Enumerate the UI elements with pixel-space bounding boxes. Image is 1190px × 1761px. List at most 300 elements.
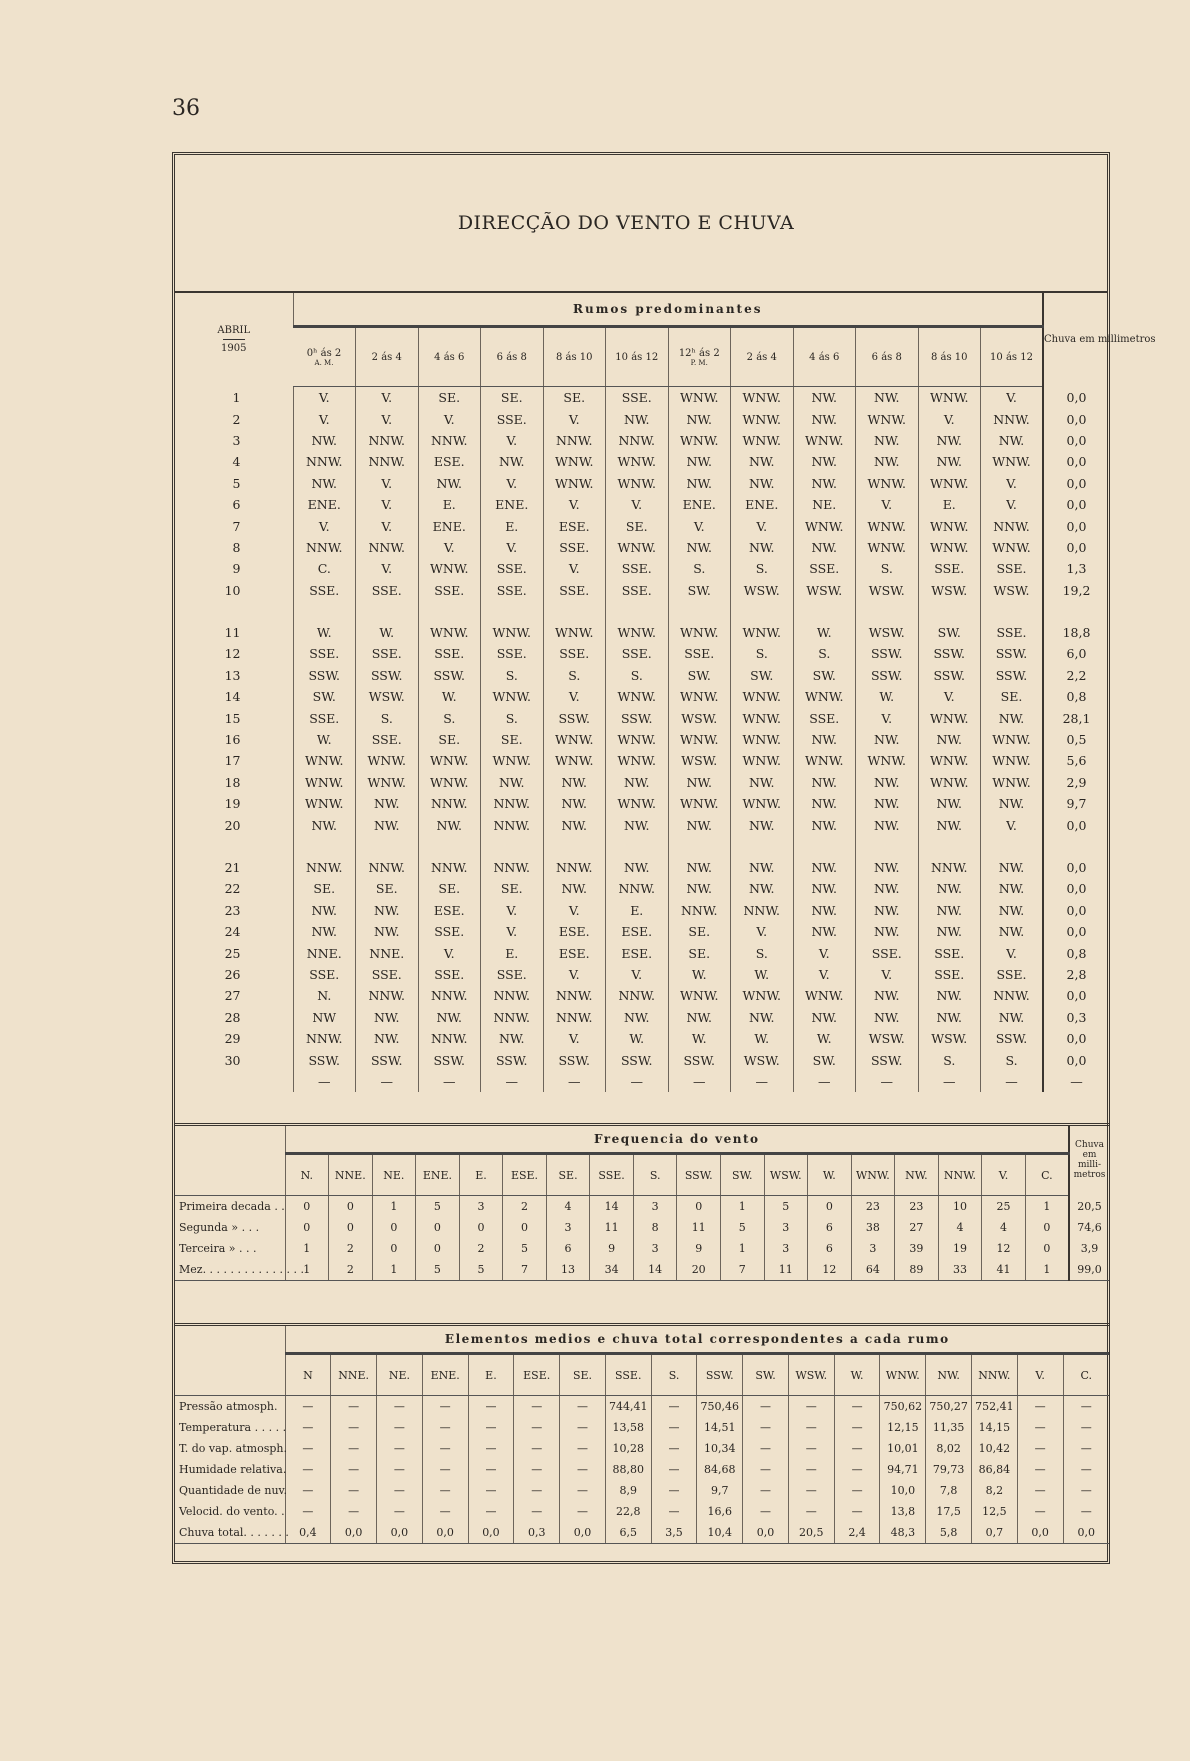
wind-direction-cell: WNW. xyxy=(356,772,419,793)
day-number: 22 xyxy=(224,881,241,897)
day-number: 20 xyxy=(224,817,241,833)
freq-column-header: NE. xyxy=(372,1154,416,1196)
day-row xyxy=(175,900,1109,921)
wind-direction-cell: NW. xyxy=(918,451,981,472)
day-row xyxy=(175,408,1109,429)
rain-cell: 0,0 xyxy=(1043,900,1109,921)
freq-column-header: SW. xyxy=(720,1154,764,1196)
wind-direction-cell: NNW. xyxy=(606,985,669,1006)
wind-direction-cell: NNW. xyxy=(543,430,606,451)
freq-cell: 1 xyxy=(285,1259,329,1281)
wind-direction-cell: NNW. xyxy=(918,857,981,878)
wind-direction-cell: SSE. xyxy=(543,643,606,664)
wind-direction-cell: NNW. xyxy=(356,430,419,451)
wind-direction-cell: ESE. xyxy=(418,451,481,472)
freq-column-header: S. xyxy=(633,1154,677,1196)
day-number: 6 xyxy=(232,497,241,513)
elem-cell: 750,27 xyxy=(926,1396,972,1418)
freq-cell: 4 xyxy=(982,1217,1026,1238)
wind-direction-cell: SW. xyxy=(731,665,794,686)
elem-column-header: C. xyxy=(1063,1354,1109,1396)
wind-direction-cell: SE. xyxy=(293,878,356,899)
wind-direction-cell: SSE. xyxy=(606,387,669,409)
wind-direction-cell: NW. xyxy=(668,772,731,793)
rain-cell: 0,0 xyxy=(1043,451,1109,472)
wind-direction-cell: ESE. xyxy=(606,942,669,963)
wind-direction-cell: SSW. xyxy=(293,1049,356,1070)
freq-cell: 0 xyxy=(285,1217,329,1238)
wind-direction-cell: WNW. xyxy=(418,772,481,793)
elem-cell: 0,4 xyxy=(285,1522,331,1544)
rain-cell: 9,7 xyxy=(1043,793,1109,814)
wind-direction-cell: W. xyxy=(606,1028,669,1049)
wind-direction-cell: WNW. xyxy=(418,622,481,643)
rain-cell: 2,9 xyxy=(1043,772,1109,793)
wind-direction-cell: NNW. xyxy=(481,793,544,814)
dash-cell: — xyxy=(543,1071,606,1092)
wind-direction-cell: V. xyxy=(481,473,544,494)
wind-direction-cell: NNW. xyxy=(293,451,356,472)
wind-direction-cell: WNW. xyxy=(668,985,731,1006)
freq-cell: 0 xyxy=(329,1196,373,1218)
wind-direction-cell: V. xyxy=(856,494,919,515)
freq-cell: 1 xyxy=(372,1196,416,1218)
wind-direction-cell: SSE. xyxy=(668,643,731,664)
wind-direction-cell: ESE. xyxy=(543,515,606,536)
day-row xyxy=(175,494,1109,515)
freq-cell: 0 xyxy=(503,1217,547,1238)
wind-direction-cell: NW. xyxy=(356,1028,419,1049)
wind-direction-cell: W. xyxy=(668,964,731,985)
wind-direction-cell: WNW. xyxy=(731,408,794,429)
rain-cell: 0,0 xyxy=(1043,430,1109,451)
wind-direction-cell: W. xyxy=(731,964,794,985)
wind-direction-cell: NW. xyxy=(293,430,356,451)
wind-direction-cell: S. xyxy=(731,942,794,963)
elem-cell: — xyxy=(834,1480,880,1501)
elem-cell: — xyxy=(1063,1396,1109,1418)
wind-direction-cell: NW. xyxy=(793,387,856,409)
elem-cell: 9,7 xyxy=(697,1480,743,1501)
elem-cell: — xyxy=(788,1459,834,1480)
freq-row-label: Segunda » . . . xyxy=(179,1221,260,1234)
day-row xyxy=(175,643,1109,664)
day-number: 29 xyxy=(224,1031,241,1047)
day-row xyxy=(175,430,1109,451)
wind-direction-cell: S. xyxy=(418,707,481,728)
day-number: 28 xyxy=(224,1009,241,1025)
wind-direction-cell: WNW. xyxy=(918,473,981,494)
wind-direction-cell: WNW. xyxy=(981,537,1044,558)
elem-cell: — xyxy=(514,1438,560,1459)
gap-cell xyxy=(668,836,731,857)
dash-cell: — xyxy=(418,1071,481,1092)
wind-direction-cell: NW. xyxy=(543,814,606,835)
period-label: 12ʰ ás 2 xyxy=(678,347,720,359)
freq-cell: 12 xyxy=(982,1238,1026,1259)
dash-cell: — xyxy=(356,1071,419,1092)
wind-direction-cell: NW. xyxy=(856,387,919,409)
wind-direction-cell: V. xyxy=(606,494,669,515)
wind-direction-cell: NNW. xyxy=(481,985,544,1006)
elem-column-header: NNW. xyxy=(971,1354,1017,1396)
elem-cell: 13,8 xyxy=(880,1501,926,1522)
wind-direction-cell: S. xyxy=(606,665,669,686)
freq-cell: 5 xyxy=(764,1196,808,1218)
freq-cell: 3 xyxy=(633,1238,677,1259)
wind-direction-cell: S. xyxy=(731,643,794,664)
wind-direction-cell: WSW. xyxy=(918,1028,981,1049)
wind-direction-cell: SE. xyxy=(606,515,669,536)
elem-cell: 0,0 xyxy=(1017,1522,1063,1544)
rain-cell: 28,1 xyxy=(1043,707,1109,728)
period-sub: A. M. xyxy=(314,358,334,367)
wind-direction-cell: SE. xyxy=(418,729,481,750)
rain-cell: 0,0 xyxy=(1043,921,1109,942)
elem-row-label: Humidade relativa. xyxy=(179,1463,287,1476)
wind-direction-cell: WNW. xyxy=(981,451,1044,472)
wind-direction-cell: NW. xyxy=(793,451,856,472)
wind-direction-cell: WSW. xyxy=(793,580,856,601)
day-row xyxy=(175,558,1109,579)
wind-direction-cell: SE. xyxy=(481,878,544,899)
elem-column-header: ESE. xyxy=(514,1354,560,1396)
wind-direction-cell: WNW. xyxy=(293,793,356,814)
freq-cell: 39 xyxy=(895,1238,939,1259)
freq-column-header: C. xyxy=(1025,1154,1069,1196)
wind-direction-cell: WNW. xyxy=(606,793,669,814)
day-row xyxy=(175,985,1109,1006)
wind-direction-cell: SSE. xyxy=(293,707,356,728)
elem-cell: — xyxy=(331,1459,377,1480)
wind-direction-cell: NW. xyxy=(731,537,794,558)
elem-column-header: W. xyxy=(834,1354,880,1396)
elem-cell: — xyxy=(377,1396,423,1418)
wind-direction-cell: NW. xyxy=(606,772,669,793)
elem-cell: — xyxy=(788,1417,834,1438)
gap-cell xyxy=(481,836,544,857)
gap-cell xyxy=(1043,601,1109,622)
wind-direction-cell: WNW. xyxy=(793,686,856,707)
elem-cell: 14,15 xyxy=(971,1417,1017,1438)
wind-direction-cell: WNW. xyxy=(793,985,856,1006)
elem-cell: — xyxy=(651,1501,697,1522)
wind-direction-cell: WNW. xyxy=(731,387,794,409)
elem-cell: 48,3 xyxy=(880,1522,926,1544)
wind-direction-cell: WNW. xyxy=(856,515,919,536)
wind-direction-cell: NNW. xyxy=(356,537,419,558)
wind-direction-cell: V. xyxy=(356,408,419,429)
wind-direction-cell: SSW. xyxy=(856,1049,919,1070)
wind-direction-cell: WNW. xyxy=(731,985,794,1006)
gap-cell xyxy=(981,836,1044,857)
gap-cell xyxy=(293,836,356,857)
freq-cell: 0 xyxy=(329,1217,373,1238)
freq-cell: 5 xyxy=(720,1217,764,1238)
freq-cell: 1 xyxy=(285,1238,329,1259)
elem-cell: — xyxy=(285,1396,331,1418)
wind-direction-cell: C. xyxy=(293,558,356,579)
wind-direction-cell: SSE. xyxy=(793,707,856,728)
elem-cell: — xyxy=(468,1417,514,1438)
wind-direction-cell: S. xyxy=(481,707,544,728)
elem-cell: — xyxy=(1017,1417,1063,1438)
wind-direction-cell: NW xyxy=(293,1007,356,1028)
freq-cell: 1 xyxy=(372,1259,416,1281)
wind-direction-cell: V. xyxy=(856,964,919,985)
wind-direction-cell: SSE. xyxy=(481,408,544,429)
wind-direction-cell: NE. xyxy=(793,494,856,515)
period-header xyxy=(981,327,1044,387)
wind-direction-cell: S. xyxy=(543,665,606,686)
elem-cell: 3,5 xyxy=(651,1522,697,1544)
elem-column-header: E. xyxy=(468,1354,514,1396)
freq-cell: 14 xyxy=(633,1259,677,1281)
wind-direction-cell: SSE. xyxy=(293,580,356,601)
wind-direction-cell: WNW. xyxy=(606,473,669,494)
gap-cell xyxy=(543,601,606,622)
elem-cell: 10,34 xyxy=(697,1438,743,1459)
wind-direction-cell: WNW. xyxy=(856,473,919,494)
elem-cell: 0,3 xyxy=(514,1522,560,1544)
elem-cell: 13,58 xyxy=(605,1417,651,1438)
freq-cell: 4 xyxy=(938,1217,982,1238)
gap-cell xyxy=(543,836,606,857)
elem-cell: — xyxy=(514,1501,560,1522)
wind-direction-cell: WNW. xyxy=(731,793,794,814)
gap-cell xyxy=(731,601,794,622)
day-row xyxy=(175,387,1109,409)
wind-direction-cell: N. xyxy=(293,985,356,1006)
period-label: 8 ás 10 xyxy=(555,351,593,363)
wind-direction-cell: SSE. xyxy=(793,558,856,579)
wind-direction-cell: SSE. xyxy=(606,580,669,601)
wind-direction-cell: V. xyxy=(356,473,419,494)
elem-cell: 88,80 xyxy=(605,1459,651,1480)
elem-cell: — xyxy=(285,1480,331,1501)
wind-direction-cell: W. xyxy=(356,622,419,643)
wind-direction-cell: NNW. xyxy=(981,515,1044,536)
gap-cell xyxy=(481,601,544,622)
wind-direction-cell: NNW. xyxy=(543,1007,606,1028)
day-number: 9 xyxy=(232,561,241,577)
wind-direction-cell: WNW. xyxy=(606,622,669,643)
wind-direction-cell: WSW. xyxy=(731,580,794,601)
wind-direction-cell: V. xyxy=(981,494,1044,515)
wind-direction-cell: NNW. xyxy=(356,451,419,472)
elem-cell: — xyxy=(651,1459,697,1480)
wind-direction-cell: SW. xyxy=(918,622,981,643)
rain-cell: 5,6 xyxy=(1043,750,1109,771)
wind-direction-cell: NW. xyxy=(793,408,856,429)
wind-direction-cell: WNW. xyxy=(856,537,919,558)
day-number: 10 xyxy=(224,582,241,598)
day-number: 25 xyxy=(224,945,241,961)
freq-cell: 6 xyxy=(546,1238,590,1259)
freq-cell: 0 xyxy=(808,1196,852,1218)
elem-cell: 17,5 xyxy=(926,1501,972,1522)
freq-cell: 23 xyxy=(851,1196,895,1218)
wind-direction-cell: E. xyxy=(481,942,544,963)
wind-direction-cell: ENE. xyxy=(731,494,794,515)
wind-direction-cell: NW. xyxy=(856,878,919,899)
wind-direction-cell: V. xyxy=(543,408,606,429)
day-row xyxy=(175,580,1109,601)
freq-cell: 27 xyxy=(895,1217,939,1238)
wind-direction-cell: V. xyxy=(856,707,919,728)
freq-cell: 5 xyxy=(416,1259,460,1281)
wind-direction-cell: WNW. xyxy=(918,515,981,536)
wind-direction-cell: SE. xyxy=(481,387,544,409)
elem-cell: 0,7 xyxy=(971,1522,1017,1544)
wind-direction-cell: NW. xyxy=(293,900,356,921)
wind-direction-cell: V. xyxy=(481,537,544,558)
wind-direction-cell: SSE. xyxy=(981,558,1044,579)
wind-direction-cell: V. xyxy=(293,408,356,429)
wind-direction-cell: S. xyxy=(668,558,731,579)
elem-cell: 12,15 xyxy=(880,1417,926,1438)
day-row xyxy=(175,964,1109,985)
elem-cell: — xyxy=(560,1438,606,1459)
elem-cell: 16,6 xyxy=(697,1501,743,1522)
elem-cell: — xyxy=(514,1480,560,1501)
day-number: 8 xyxy=(232,539,241,555)
wind-direction-cell: NW. xyxy=(856,729,919,750)
wind-direction-cell: SSE. xyxy=(543,537,606,558)
wind-direction-cell: NW. xyxy=(293,921,356,942)
wind-direction-cell: NNE. xyxy=(356,942,419,963)
wind-direction-cell: NW. xyxy=(793,473,856,494)
elem-row xyxy=(175,1522,1109,1544)
wind-direction-cell: WNW. xyxy=(543,622,606,643)
wind-direction-cell: WSW. xyxy=(856,1028,919,1049)
gap-cell xyxy=(418,601,481,622)
wind-direction-cell: WSW. xyxy=(981,580,1044,601)
elem-spacer xyxy=(175,1326,285,1354)
wind-direction-cell: V. xyxy=(418,942,481,963)
freq-cell: 2 xyxy=(329,1259,373,1281)
wind-direction-cell: WNW. xyxy=(606,729,669,750)
wind-direction-cell: NW. xyxy=(356,900,419,921)
freq-cell: 5 xyxy=(416,1196,460,1218)
elem-cell: 750,62 xyxy=(880,1396,926,1418)
wind-direction-cell: V. xyxy=(543,900,606,921)
day-number: 18 xyxy=(224,774,241,790)
wind-direction-cell: SE. xyxy=(668,942,731,963)
page-number: 36 xyxy=(172,96,200,121)
freq-cell: 5 xyxy=(503,1238,547,1259)
period-header xyxy=(918,327,981,387)
elem-cell: — xyxy=(422,1459,468,1480)
elem-cell: — xyxy=(743,1480,789,1501)
freq-cell: 0 xyxy=(285,1196,329,1218)
wind-direction-cell: NNW. xyxy=(418,985,481,1006)
dash-cell: — xyxy=(981,1071,1044,1092)
day-row xyxy=(175,537,1109,558)
wind-direction-cell: NW. xyxy=(918,1007,981,1028)
rain-cell: 0,0 xyxy=(1043,515,1109,536)
wind-direction-cell: NNE. xyxy=(293,942,356,963)
wind-direction-cell: SSW. xyxy=(356,1049,419,1070)
elementos-header: Elementos medios e chuva total correspondentes a cada rumo xyxy=(285,1326,1109,1354)
freq-cell: 20 xyxy=(677,1259,721,1281)
wind-direction-cell: SSE. xyxy=(356,643,419,664)
wind-direction-cell: WNW. xyxy=(981,729,1044,750)
wind-direction-cell: NW. xyxy=(918,878,981,899)
wind-direction-cell: W. xyxy=(793,1028,856,1049)
freq-cell: 3 xyxy=(764,1217,808,1238)
wind-direction-cell: WNW. xyxy=(668,729,731,750)
elem-cell: — xyxy=(560,1417,606,1438)
wind-direction-cell: NW. xyxy=(668,537,731,558)
wind-direction-cell: NW. xyxy=(856,814,919,835)
wind-direction-cell: NW. xyxy=(981,878,1044,899)
wind-direction-cell: NW. xyxy=(793,729,856,750)
freq-cell: 12 xyxy=(808,1259,852,1281)
elem-column-header: NW. xyxy=(926,1354,972,1396)
freq-cell: 2 xyxy=(503,1196,547,1218)
gap-cell xyxy=(175,601,293,622)
freq-column-header: E. xyxy=(459,1154,503,1196)
wind-direction-cell: WSW. xyxy=(918,580,981,601)
wind-direction-cell: NW. xyxy=(856,900,919,921)
elem-row-label: Chuva total. . . . . . . xyxy=(175,1522,285,1544)
period-header xyxy=(543,327,606,387)
wind-direction-cell: WNW. xyxy=(918,772,981,793)
wind-direction-cell: WNW. xyxy=(418,558,481,579)
dash-row xyxy=(175,1071,1109,1092)
year-label: 1905 xyxy=(221,343,247,355)
wind-direction-cell: WSW. xyxy=(668,750,731,771)
elem-row-label: T. do vap. atmosph. xyxy=(179,1442,287,1455)
day-row xyxy=(175,707,1109,728)
title-box xyxy=(175,155,1107,293)
wind-direction-cell: NW. xyxy=(668,451,731,472)
wind-direction-cell: SSW. xyxy=(356,665,419,686)
elem-column-header: SW. xyxy=(743,1354,789,1396)
wind-direction-cell: SW. xyxy=(668,665,731,686)
wind-direction-cell: SSE. xyxy=(856,942,919,963)
wind-direction-cell: SSE. xyxy=(981,622,1044,643)
elem-cell: — xyxy=(651,1438,697,1459)
wind-direction-cell: WNW. xyxy=(668,622,731,643)
rain-cell: 19,2 xyxy=(1043,580,1109,601)
period-header xyxy=(293,327,356,387)
wind-direction-cell: NW. xyxy=(731,814,794,835)
elem-cell: 744,41 xyxy=(605,1396,651,1418)
wind-direction-cell: WNW. xyxy=(418,750,481,771)
wind-direction-cell: ENE. xyxy=(668,494,731,515)
rain-cell: 1,3 xyxy=(1043,558,1109,579)
wind-direction-cell: NW. xyxy=(668,1007,731,1028)
dash-cell: — xyxy=(668,1071,731,1092)
wind-direction-cell: NW. xyxy=(293,473,356,494)
wind-direction-cell: SSE. xyxy=(293,643,356,664)
wind-direction-cell: SW. xyxy=(793,665,856,686)
wind-direction-cell: E. xyxy=(606,900,669,921)
day-row xyxy=(175,1049,1109,1070)
wind-direction-cell: NW. xyxy=(856,430,919,451)
day-row xyxy=(175,665,1109,686)
freq-row xyxy=(175,1217,1109,1238)
elem-cell: — xyxy=(1063,1501,1109,1522)
day-row xyxy=(175,857,1109,878)
wind-direction-cell: WNW. xyxy=(481,686,544,707)
freq-column-header: NNE. xyxy=(329,1154,373,1196)
freq-cell: 6 xyxy=(808,1217,852,1238)
day-number: 14 xyxy=(224,689,241,705)
wind-direction-cell: WNW. xyxy=(731,622,794,643)
